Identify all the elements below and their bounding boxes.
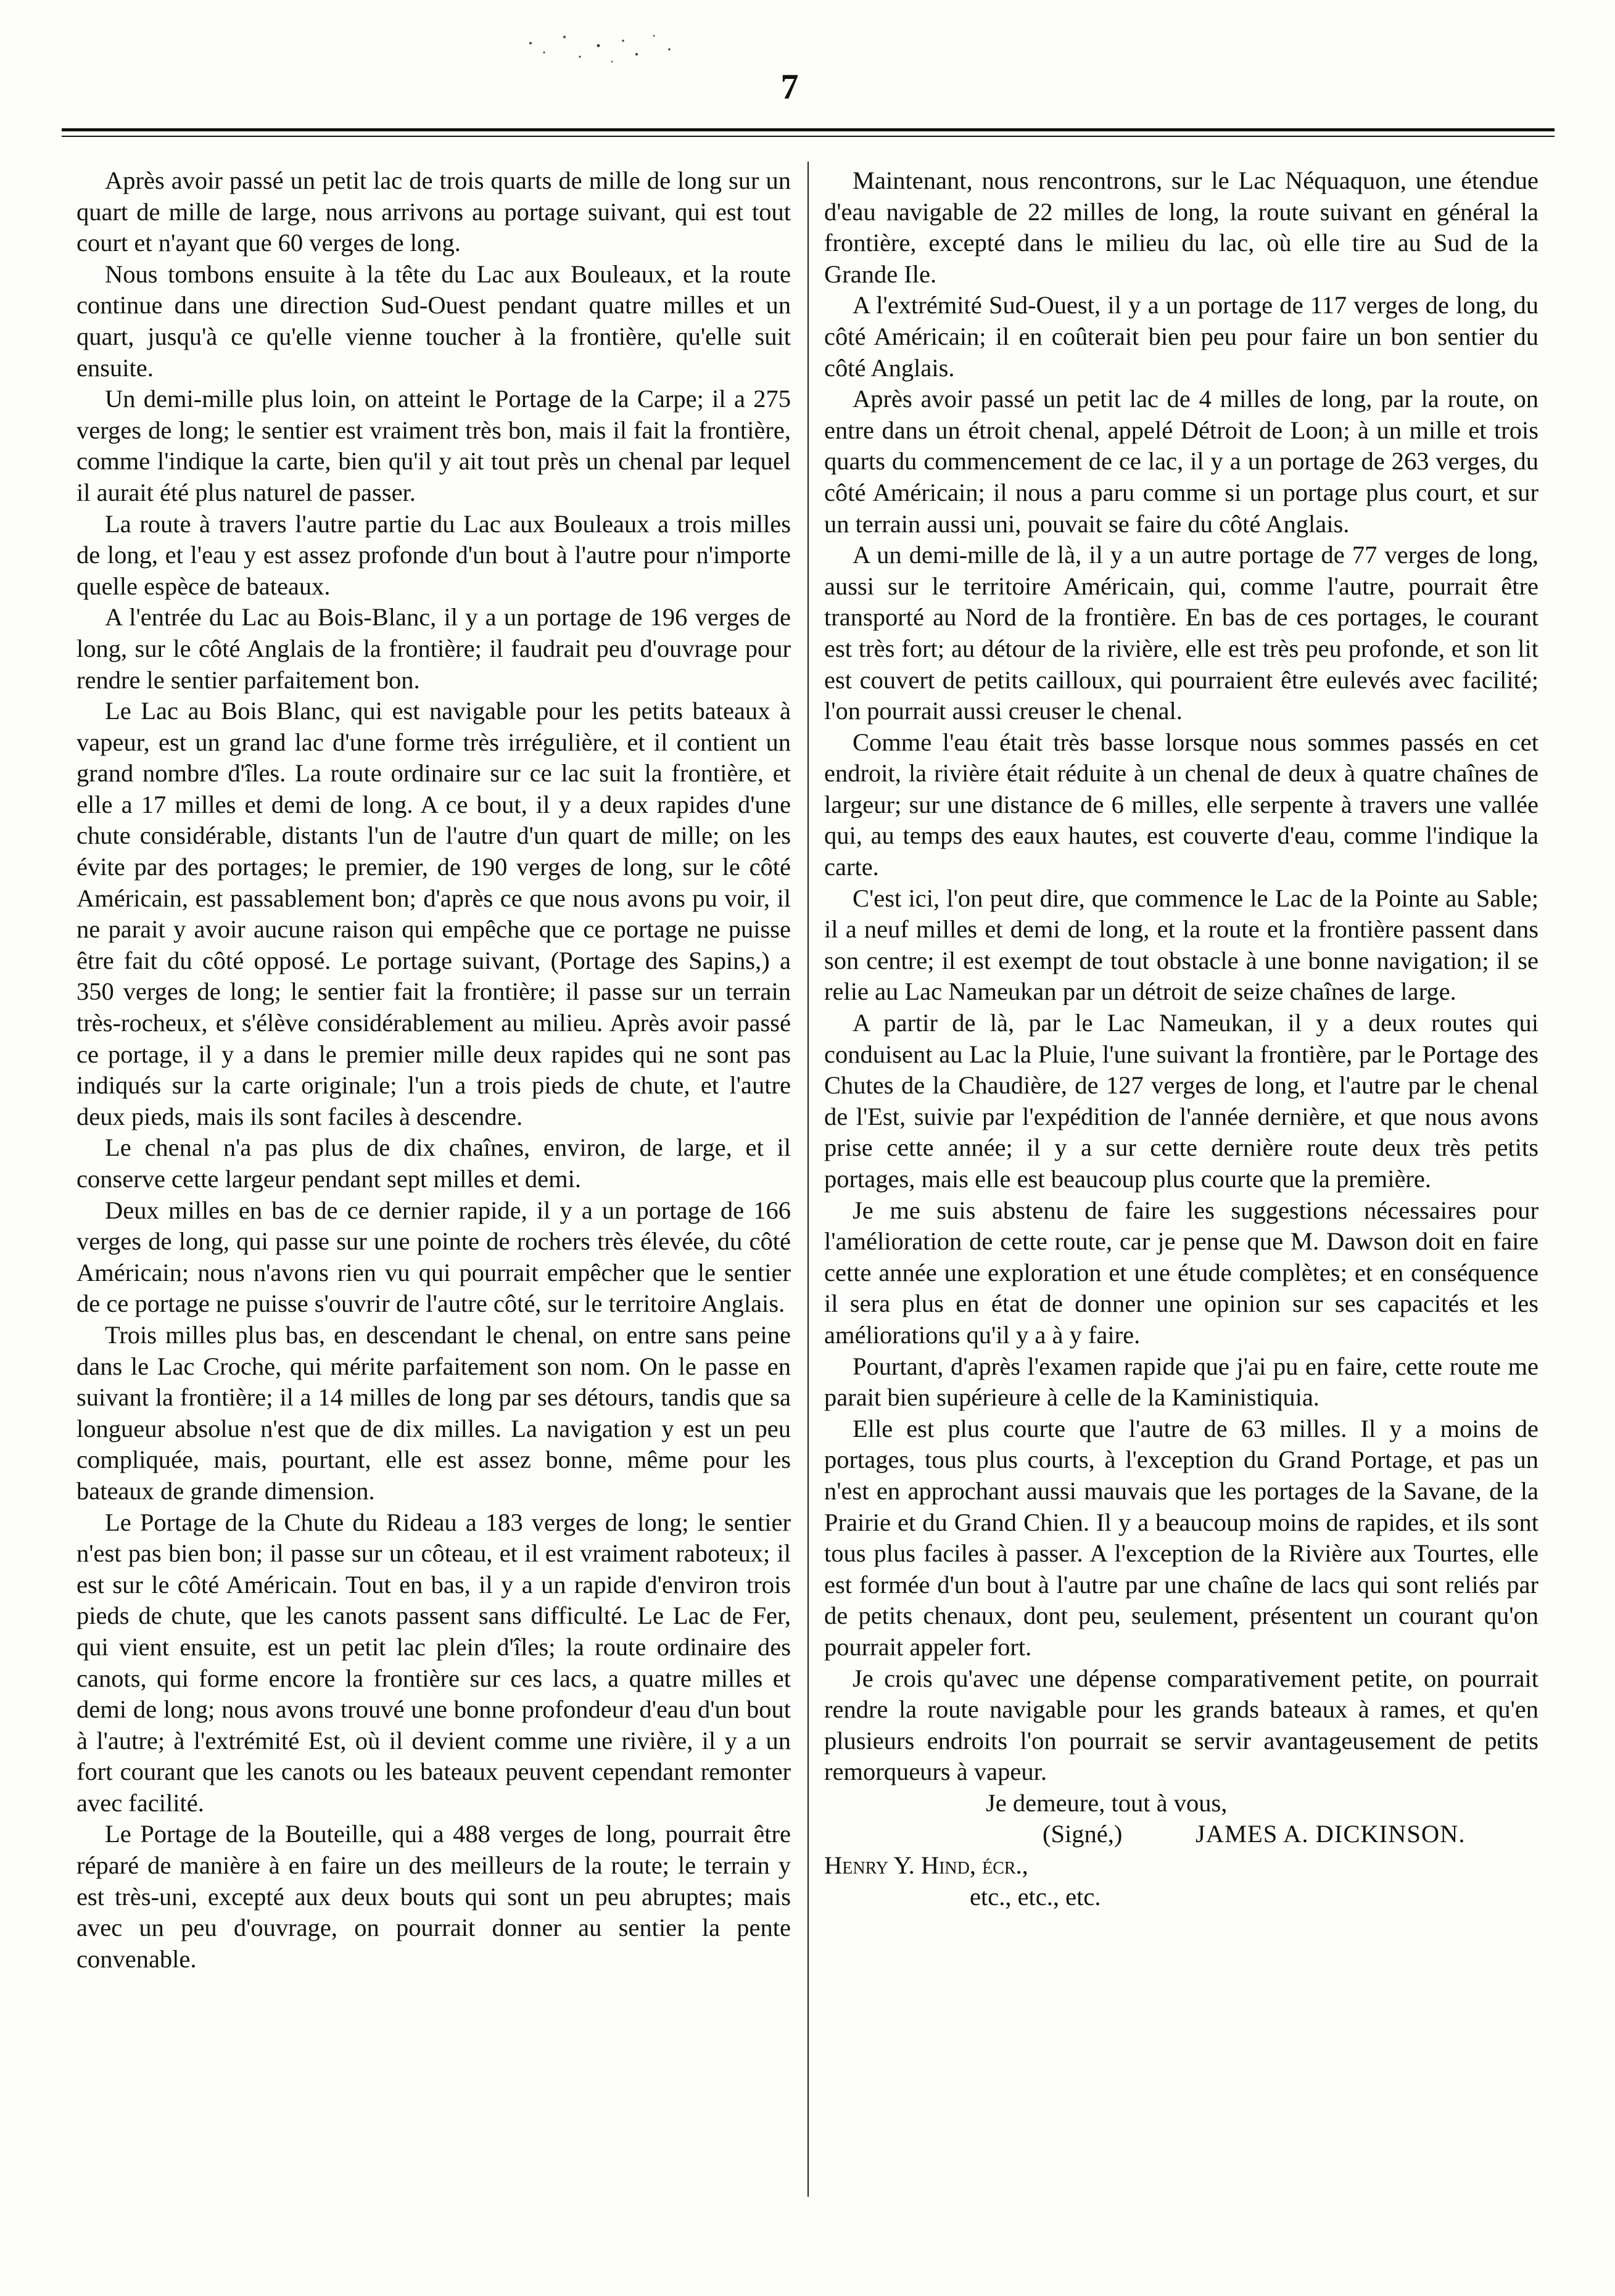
paragraph: Deux milles en bas de ce dernier rapide, il y a un portage de 166 verges de long, qui passe sur une pointe de rochers très élevée, du côté Américain; nous n'avons rien vu qui pourrait empêcher que le sentier de ce portage ne puisse s'ouvrir de l'autre côté, sur le territoire Anglais. — [76, 1196, 791, 1318]
paragraph: Après avoir passé un petit lac de 4 milles de long, par la route, on entre dans un étroit chenal, appelé Détroit de Loon; à un mille et trois quarts du commencement de ce lac, il y a un portage de 263 verges, du côté Américain; il nous a paru comme si un portage plus court, et sur un terrain aussi uni, pouvait se faire du côté Anglais. — [824, 385, 1539, 538]
signature-line — [824, 1819, 1539, 1850]
signer-name: JAMES A. DICKINSON. — [1196, 1820, 1466, 1848]
etc-line: etc., etc., etc. — [970, 1882, 1101, 1911]
paragraph: Pourtant, d'après l'examen rapide que j'ai pu en faire, cette route me parait bien supérieure à celle de la Kaministiquia. — [824, 1352, 1539, 1412]
paragraph: Le Portage de la Chute du Rideau a 183 verges de long; le sentier n'est pas bien bon; il passe sur un côteau, et il est vraiment raboteux; il est sur le côté Américain. Tout en bas, il y a un rapide d'environ trois pieds de chute, que les canots passent sans difficulté. Le Lac de Fer, qui vient ensuite, est un petit lac plein d'îles; la route ordinaire des canots, qui forme encore la frontière sur ces lacs, a quatre milles et demi de long; nous avons trouvé une bonne profondeur d'eau d'un bout à l'autre; à l'extrémité Est, où il devient comme une rivière, il y a un fort courant que les canots ou les bateaux peuvent cependant remonter avec facilité. — [76, 1508, 791, 1817]
closing-remain: Je demeure, tout à vous, — [986, 1788, 1228, 1817]
paragraph: Je me suis abstenu de faire les suggestions nécessaires pour l'amélioration de cette route, car je pense que M. Dawson doit en faire cette année une exploration et une étude complètes; et en conséquence il sera plus en état de donner une opinion sur ses capacités et les améliorations qu'il y a à y faire. — [824, 1196, 1539, 1349]
left-column — [76, 165, 791, 1975]
paragraph: A un demi-mille de là, il y a un autre portage de 77 verges de long, aussi sur le territoire Américain, qui, comme l'autre, pourrait être transporté au Nord de la frontière. En bas de ces portages, le courant est très fort; au détour de la rivière, elle est très peu profonde, et son lit est couvert de petits cailloux, qui pourraient être eulevés avec facilité; l'on pourrait aussi creuser le chenal. — [824, 541, 1539, 725]
paragraph: A l'entrée du Lac au Bois-Blanc, il y a un portage de 196 verges de long, sur le côté Anglais de la frontière; il faudrait peu d'ouvrage pour rendre le sentier parfaitement bon. — [76, 603, 791, 694]
paragraph: A l'extrémité Sud-Ouest, il y a un portage de 117 verges de long, du côté Américain; il en coûterait bien peu pour faire un bon sentier du côté Anglais. — [824, 291, 1539, 382]
header-rule-thin — [62, 136, 1555, 137]
right-column — [824, 165, 1539, 1912]
paragraph: Après avoir passé un petit lac de trois quarts de mille de long sur un quart de mille de large, nous arrivons au portage suivant, qui est tout court et n'ayant que 60 verges de long. — [76, 167, 791, 257]
paragraph: Je crois qu'avec une dépense comparativement petite, on pourrait rendre la route navigable pour les grands bateaux à rames, et qu'en plusieurs endroits l'on pourrait se servir avantageusement de petits remorqueurs à vapeur. — [824, 1664, 1539, 1786]
paragraph: Trois milles plus bas, en descendant le chenal, on entre sans peine dans le Lac Croche, qui mérite parfaitement son nom. On le passe en suivant la frontière; il a 14 milles de long par ses détours, tandis que sa longueur absolue n'est que de dix milles. La navigation y est un peu compliquée, mais, pourtant, elle est assez bonne, même pour les bateaux de grande dimension. — [76, 1320, 791, 1505]
paragraph: Comme l'eau était très basse lorsque nous sommes passés en cet endroit, la rivière était réduite à un chenal de deux à quatre chaînes de largeur; sur une distance de 6 milles, elle serpente à travers une vallée qui, au temps des eaux hautes, est couverte d'eau, comme l'indique la carte. — [824, 728, 1539, 881]
column-divider — [808, 162, 809, 2197]
paragraph: C'est ici, l'on peut dire, que commence le Lac de la Pointe au Sable; il a neuf milles et demi de long, et la route et la frontière passent dans son centre; il est exempt de tout obstacle à une bonne navigation; il se relie au Lac Nameukan par un détroit de seize chaînes de large. — [824, 884, 1539, 1006]
paragraph: Elle est plus courte que l'autre de 63 milles. Il y a moins de portages, tous plus courts, à l'exception du Grand Portage, et pas un n'est en approchant aussi mauvais que les portages de la Savane, de la Prairie et du Grand Chien. Il y a beaucoup moins de rapides, et ils sont tous plus faciles à passer. A l'exception de la Rivière aux Tourtes, elle est formée d'un bout à l'autre par une chaîne de lacs qui sont reliés par de petits chenaux, dont peu, seulement, présentent un courant qu'on pourrait appeler fort. — [824, 1414, 1539, 1661]
header-rule-thick — [62, 128, 1555, 131]
addressee: Henry Y. Hind, écr., — [824, 1851, 1028, 1880]
page-number: 7 — [780, 67, 799, 107]
ink-specks-decoration — [506, 19, 691, 74]
paragraph: Le chenal n'a pas plus de dix chaînes, environ, de large, et il conserve cette largeur pendant sept milles et demi. — [76, 1134, 791, 1193]
paragraph: Un demi-mille plus loin, on atteint le Portage de la Carpe; il a 275 verges de long; le sentier est vraiment très bon, mais il fait la frontière, comme l'indique la carte, bien qu'il y ait tout près un chenal par lequel il aurait été plus naturel de passer. — [76, 385, 791, 506]
paragraph: Nous tombons ensuite à la tête du Lac aux Bouleaux, et la route continue dans une direction Sud-Ouest pendant quatre milles et un quart, jusqu'à ce qu'elle vienne toucher à la frontière, qu'elle suit ensuite. — [76, 260, 791, 382]
signed-label: (Signé,) — [1043, 1820, 1123, 1848]
paragraph: Maintenant, nous rencontrons, sur le Lac Néquaquon, une étendue d'eau navigable de 22 milles de long, la route suivant en général la frontière, excepté dans le milieu du lac, où elle tire au Sud de la Grande Ile. — [824, 167, 1539, 288]
paragraph: Le Portage de la Bouteille, qui a 488 verges de long, pourrait être réparé de manière à en faire un des meilleurs de la route; le terrain y est très-uni, excepté aux deux bouts qui sont un peu abruptes; mais avec un peu d'ouvrage, on pourrait donner au sentier la pente convenable. — [76, 1820, 791, 1973]
paragraph: La route à travers l'autre partie du Lac aux Bouleaux a trois milles de long, et l'eau y est assez profonde d'un bout à l'autre pour n'importe quelle espèce de bateaux. — [76, 509, 791, 600]
paragraph: Le Lac au Bois Blanc, qui est navigable pour les petits bateaux à vapeur, est un grand lac d'une forme très irrégulière, et il contient un grand nombre d'îles. La route ordinaire sur ce lac suit la frontière, et elle a 17 milles et demi de long. A ce bout, il y a deux rapides d'une chute considérable, distants l'un de l'autre d'un quart de mille; on les évite par des portages; le premier, de 190 verges de long, sur le côté Américain, est passablement bon; d'après ce que nous avons pu voir, il ne parait y avoir aucune raison qui empêche que ce portage ne puisse être fait du côté opposé. Le portage suivant, (Portage des Sapins,) a 350 verges de long; le sentier fait la frontière; il passe sur un terrain très-rocheux, et s'élève considérablement au milieu. Après avoir passé ce portage, il y a dans le premier mille deux rapides qui ne sont pas indiqués sur la carte originale; l'un a trois pieds de chute, et l'autre deux pieds, mais ils sont faciles à descendre. — [76, 697, 791, 1130]
paragraph: A partir de là, par le Lac Nameukan, il y a deux routes qui conduisent au Lac la Pluie, l'une suivant la frontière, par le Portage des Chutes de la Chaudière, de 127 verges de long, et l'autre par le chenal de l'Est, suivie par l'expédition de l'année dernière, et que nous avons prise cette année; il y a sur cette dernière route deux très petits portages, mais elle est beaucoup plus courte que la première. — [824, 1009, 1539, 1193]
